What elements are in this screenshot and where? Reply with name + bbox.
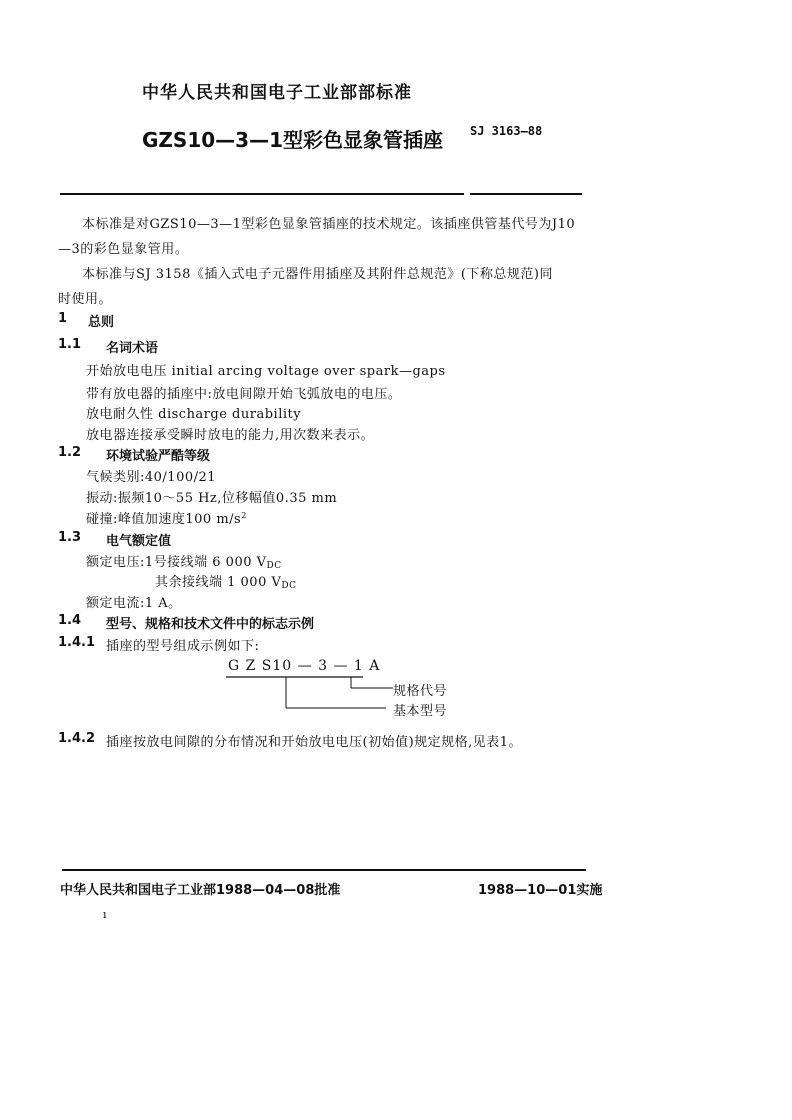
section-1-4-number: 1.4 bbox=[58, 613, 82, 628]
rated-voltage-terminal-1 bbox=[86, 551, 282, 571]
section-1-4-2-text: 插座按放电间隙的分布情况和开始放电电压(初始值)规定规格,见表1。 bbox=[106, 735, 523, 750]
definition-initial-arcing-voltage: 带有放电器的插座中:放电间隙开始飞弧放电的电压。 bbox=[86, 387, 402, 402]
term-discharge-durability: 放电耐久性 discharge durability bbox=[86, 407, 302, 422]
section-1-4-title: 型号、规格和技术文件中的标志示例 bbox=[106, 617, 315, 632]
bump-spec-exponent: 2 bbox=[241, 511, 247, 520]
section-1-2-number: 1.2 bbox=[58, 445, 82, 460]
term-initial-arcing-voltage: 开始放电电压 initial arcing voltage over spark—gaps bbox=[86, 364, 446, 379]
model-designation-example: G Z S10 — 3 — 1 A bbox=[228, 658, 381, 674]
definition-discharge-durability: 放电器连接承受瞬时放电的能力,用次数来表示。 bbox=[86, 428, 375, 443]
section-1-title: 总则 bbox=[88, 315, 115, 330]
footer-rule bbox=[62, 869, 586, 871]
intro-paragraph-2-line-1: 本标准与SJ 3158《插入式电子元器件用插座及其附件总规范》(下称总规范)同 bbox=[82, 267, 553, 282]
section-1-3-title: 电气额定值 bbox=[106, 534, 172, 549]
climate-category: 气候类别:40/100/21 bbox=[86, 470, 217, 485]
bump-spec bbox=[86, 508, 247, 527]
section-1-4-1-text: 插座的型号组成示例如下: bbox=[106, 639, 260, 654]
rated-voltage-terminal-1-text: 额定电压:1号接线端 6 000 V bbox=[86, 555, 267, 570]
header-rule-left bbox=[60, 193, 464, 195]
rated-voltage-other-terminals-text: 其余接线端 1 000 V bbox=[155, 575, 282, 590]
issuing-organization: 中华人民共和国电子工业部部标准 bbox=[142, 83, 412, 103]
section-1-4-2-number: 1.4.2 bbox=[58, 731, 96, 746]
rated-voltage-other-terminals-unit: DC bbox=[281, 581, 297, 591]
section-1-4-1-number: 1.4.1 bbox=[58, 635, 96, 650]
section-1-2-title: 环境试验严酷等级 bbox=[106, 449, 211, 464]
header-rule-right bbox=[470, 193, 582, 195]
vibration-spec: 振动:振频10～55 Hz,位移幅值0.35 mm bbox=[86, 491, 338, 506]
document-title: GZS10—3—1型彩色显象管插座 bbox=[142, 128, 443, 152]
approval-date: 中华人民共和国电子工业部1988—04—08批准 bbox=[60, 883, 341, 898]
rated-voltage-terminal-1-unit: DC bbox=[266, 561, 282, 571]
page-mark: ı bbox=[103, 908, 107, 921]
bump-spec-text: 碰撞:峰值加速度100 m/s bbox=[86, 512, 242, 527]
spec-code-label: 规格代号 bbox=[393, 684, 448, 699]
section-1-3-number: 1.3 bbox=[58, 530, 82, 545]
section-1-1-title: 名词术语 bbox=[106, 341, 159, 356]
rated-current: 额定电流:1 A。 bbox=[86, 596, 182, 611]
section-1-1-number: 1.1 bbox=[58, 337, 82, 352]
rated-voltage-other-terminals bbox=[155, 571, 296, 591]
intro-paragraph-1-line-1: 本标准是对GZS10—3—1型彩色显象管插座的技术规定。该插座供管基代号为J10 bbox=[82, 217, 576, 232]
standard-code: SJ 3163—88 bbox=[470, 124, 543, 138]
intro-paragraph-2-line-2: 时使用。 bbox=[58, 292, 113, 307]
section-1-number: 1 bbox=[58, 311, 68, 326]
effective-date: 1988—10—01实施 bbox=[478, 883, 603, 898]
base-model-label: 基本型号 bbox=[393, 704, 448, 719]
intro-paragraph-1-line-2: —3的彩色显象管用。 bbox=[58, 242, 189, 257]
